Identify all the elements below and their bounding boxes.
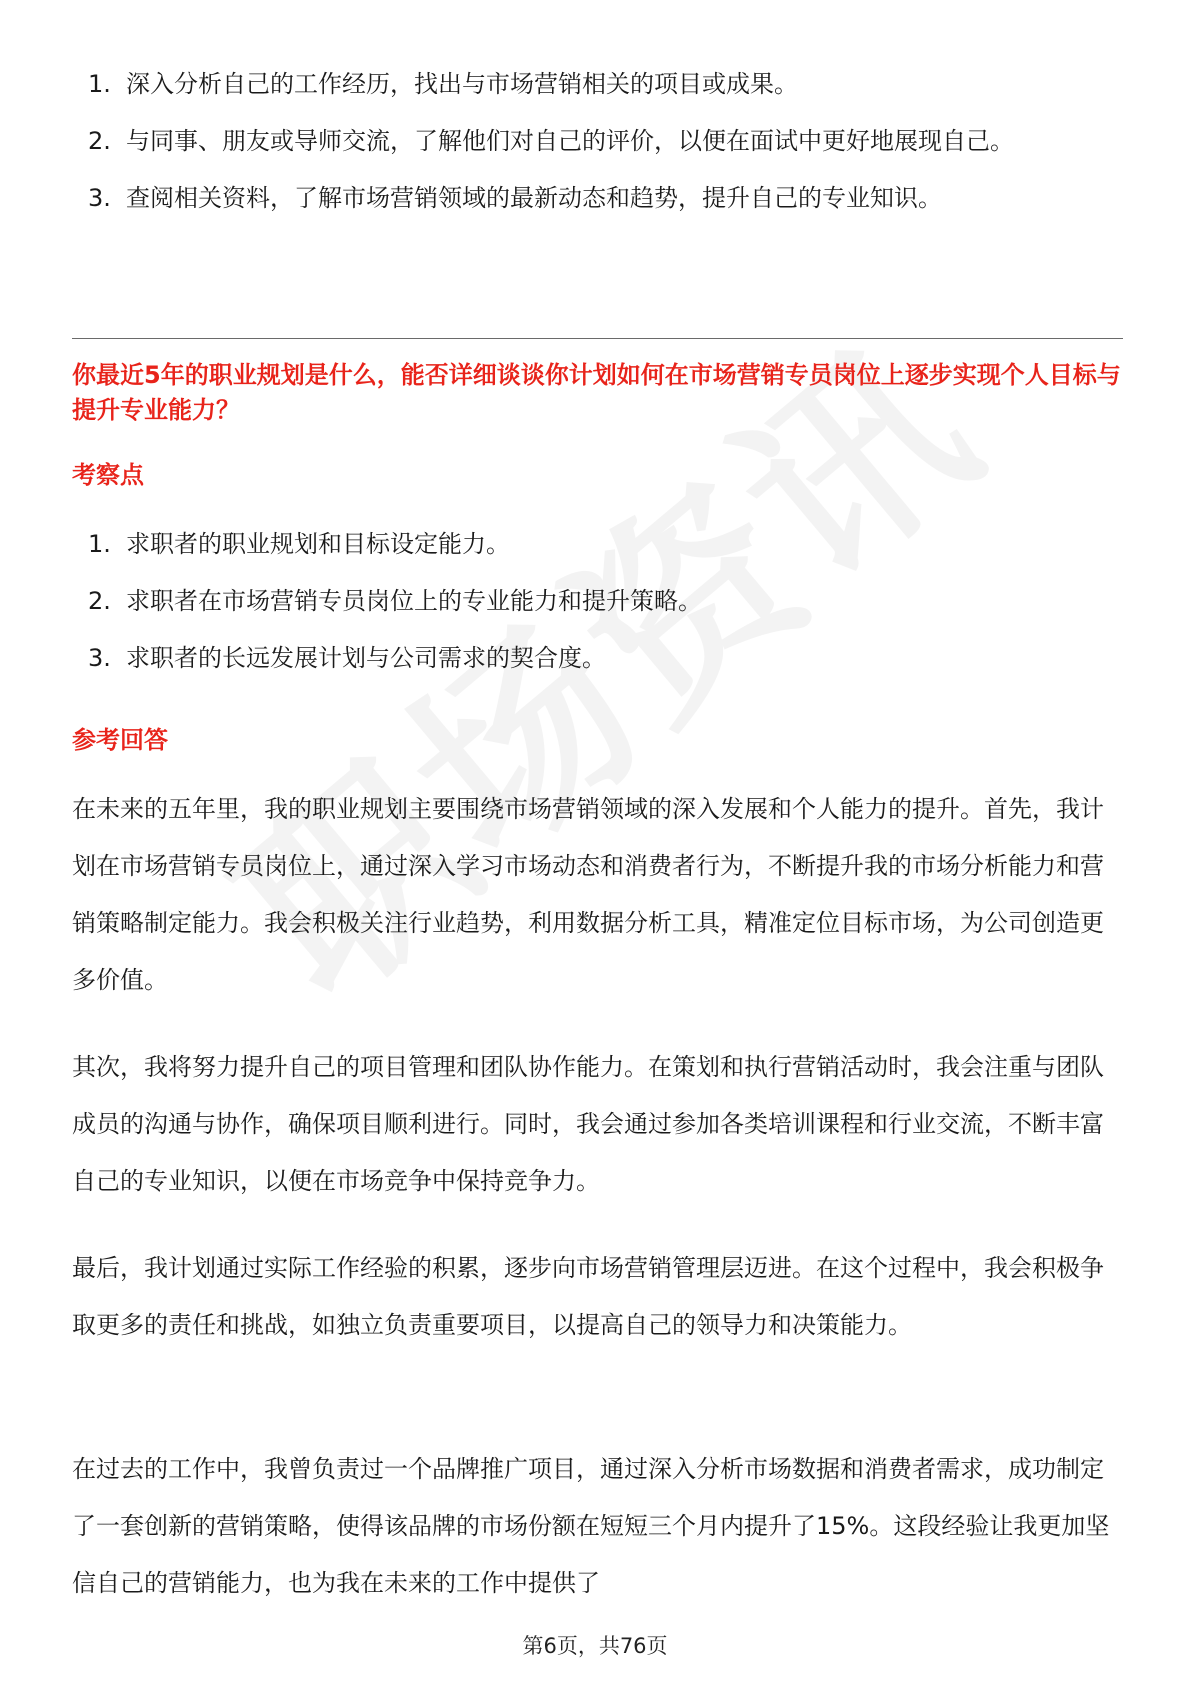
answer-paragraph: 在过去的工作中，我曾负责过一个品牌推广项目，通过深入分析市场数据和消费者需求，成功制定了一套创新的营销策略，使得该品牌的市场份额在短短三个月内提升了15%。这段经验让我更加坚信自己的营销能力，也为我在未来的工作中提供了 <box>72 1455 1110 1597</box>
section-divider <box>72 338 1123 339</box>
list-item: 2. 求职者在市场营销专员岗位上的专业能力和提升策略。 <box>88 587 702 615</box>
answer-paragraph: 最后，我计划通过实际工作经验的积累，逐步向市场营销管理层迈进。在这个过程中，我会积极争取更多的责任和挑战，如独立负责重要项目，以提高自己的领导力和决策能力。 <box>72 1254 1104 1339</box>
interview-question: 你最近5年的职业规划是什么，能否详细谈谈你计划如何在市场营销专员岗位上逐步实现个人目标与提升专业能力？ <box>72 361 1121 424</box>
list-item: 1. 深入分析自己的工作经历，找出与市场营销相关的项目或成果。 <box>88 70 798 98</box>
list-item: 3. 求职者的长远发展计划与公司需求的契合度。 <box>88 644 606 672</box>
answer-paragraph: 其次，我将努力提升自己的项目管理和团队协作能力。在策划和执行营销活动时，我会注重与团队成员的沟通与协作，确保项目顺利进行。同时，我会通过参加各类培训课程和行业交流，不断丰富自己的专业知识，以便在市场竞争中保持竞争力。 <box>72 1053 1104 1195</box>
answer-heading: 参考回答 <box>72 726 168 754</box>
list-item: 2. 与同事、朋友或导师交流，了解他们对自己的评价，以便在面试中更好地展现自己。 <box>88 127 1014 155</box>
list-item: 1. 求职者的职业规划和目标设定能力。 <box>88 530 510 558</box>
intro-list <box>84 56 1134 227</box>
page-number: 第6页，共76页 <box>522 1634 668 1658</box>
assessment-heading: 考察点 <box>72 461 144 489</box>
list-item: 3. 查阅相关资料，了解市场营销领域的最新动态和趋势，提升自己的专业知识。 <box>88 184 942 212</box>
answer-paragraph: 在未来的五年里，我的职业规划主要围绕市场营销领域的深入发展和个人能力的提升。首先，我计划在市场营销专员岗位上，通过深入学习市场动态和消费者行为，不断提升我的市场分析能力和营销策略制定能力。我会积极关注行业趋势，利用数据分析工具，精准定位目标市场，为公司创造更多价值。 <box>72 795 1104 994</box>
assessment-list <box>84 516 1134 687</box>
